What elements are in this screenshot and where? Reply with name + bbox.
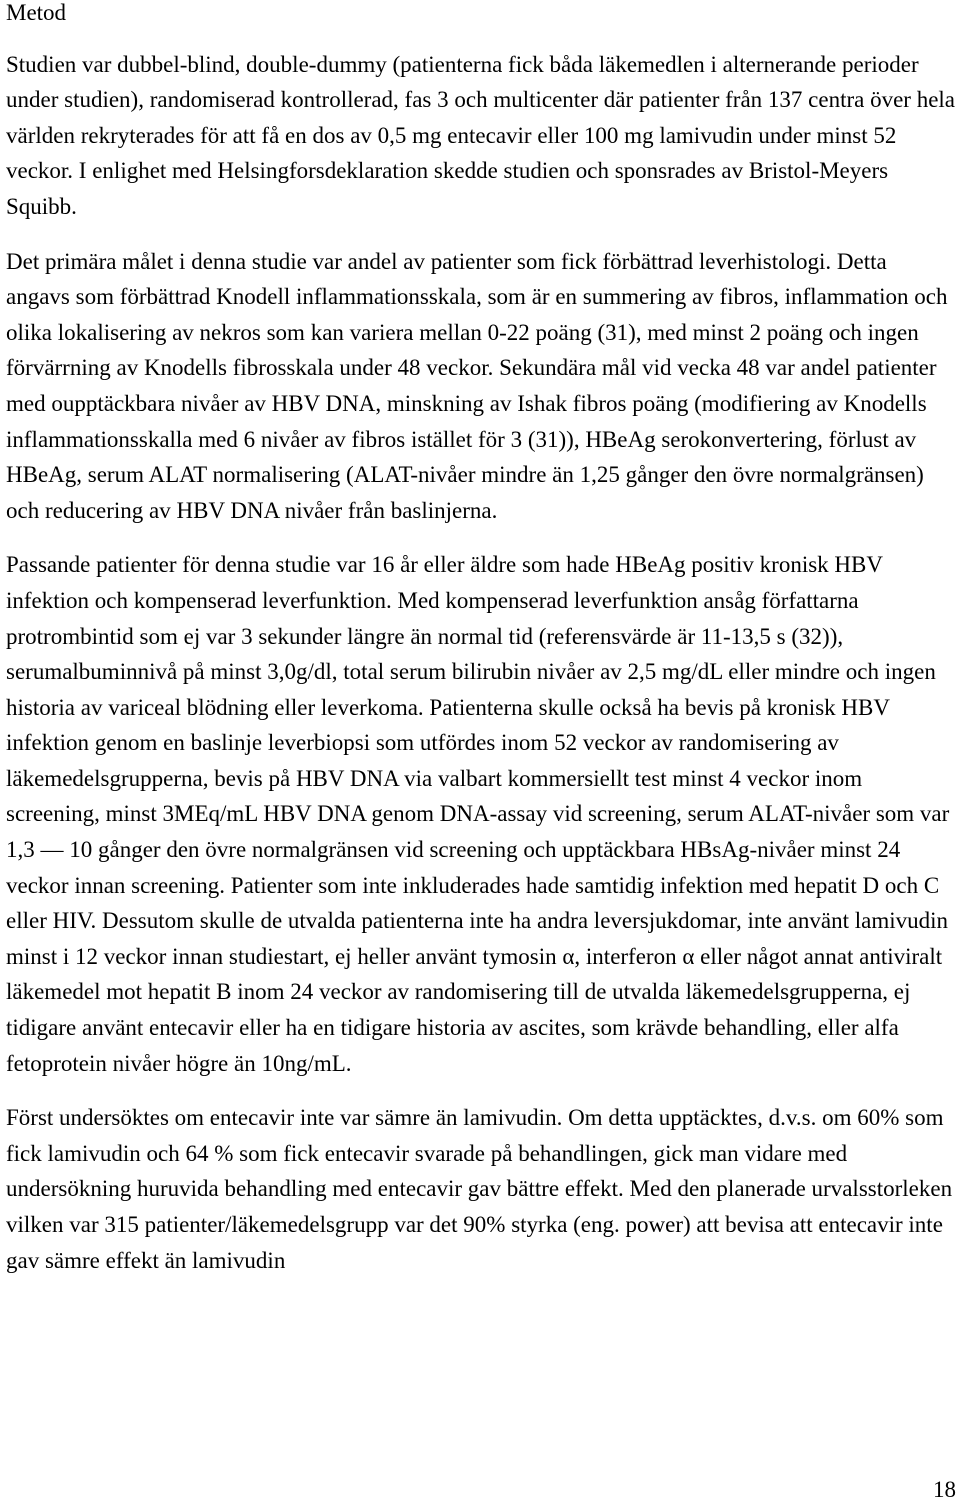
page-number: 18 <box>933 1477 956 1502</box>
paragraph-analysis: Först undersöktes om entecavir inte var sämre än lamivudin. Om detta upptäcktes, d.v.s. om 60% som fick lamivudin och 64 % som fick entecavir svarade på behandlingen, gick man vidare med undersökning huruvida behandling med entecavir gav bättre effekt. Med den planerade urvalsstorleken vilken var 315 patienter/läkemedelsgrupp var det 90% styrka (eng. power) att bevisa att entecavir inte gav sämre effekt än lamivudin <box>6 1105 953 1273</box>
document-page <box>6 0 956 1297</box>
section-heading: Metod <box>6 0 67 25</box>
paragraph-study-design: Studien var dubbel-blind, double-dummy (patienterna fick båda läkemedlen i alternerande perioder under studien), randomiserad kontrollerad, fas 3 och multicenter där patienter från 137 centra över hela världen rekryterades för att få en dos av 0,5 mg entecavir eller 100 mg lamivudin under minst 52 veckor. I enlighet med Helsingforsdeklaration skedde studien och sponsrades av Bristol-Meyers Squibb. <box>6 51 956 219</box>
paragraph-inclusion-criteria: Passande patienter för denna studie var 16 år eller äldre som hade HBeAg positiv kronisk HBV infektion och kompenserad leverfunktion. Med kompenserad leverfunktion ansåg författarna protrombintid som ej var 3 sekunder längre än normal tid (referensvärde är 11-13,5 s (32)), serumalbuminnivå på minst 3,0g/dl, total serum bilirubin nivåer av 2,5 mg/dL eller mindre och ingen historia av variceal blödning eller leverkoma. Patienterna skulle också ha bevis på kronisk HBV infektion genom en baslinje leverbiopsi som utfördes inom 52 veckor av randomisering av läkemedelsgrupperna, bevis på HBV DNA via valbart kommersiellt test minst 4 veckor inom screening, minst 3MEq/mL HBV DNA genom DNA-assay vid screening, serum ALAT-nivåer som var 1,3 — 10 gånger den övre normalgränsen vid screening och upptäckbara HBsAg-nivåer minst 24 veckor innan screening. Patienter som inte inkluderades hade samtidig infektion med hepatit D och C eller HIV. Dessutom skulle de utvalda patienterna inte ha andra leversjukdomar, inte använt lamivudin minst i 12 veckor innan studiestart, ej heller använt tymosin α, interferon α eller något annat antiviralt läkemedel mot hepatit B inom 24 veckor av randomisering till de utvalda läkemedelsgrupperna, ej tidigare använt entecavir eller ha en tidigare historia av ascites, som krävde behandling, eller alfa fetoprotein nivåer högre än 10ng/mL. <box>6 552 950 1076</box>
paragraph-primary-goal: Det primära målet i denna studie var andel av patienter som fick förbättrad leverhistologi. Detta angavs som förbättrad Knodell inflammationsskala, som är en summering av fibros, inflammation och olika lokalisering av nekros som kan variera mellan 0-22 poäng (31), med minst 2 poäng och ingen förvärrning av Knodells fibrosskala under 48 veckor. Sekundära mål vid vecka 48 var andel patienter med oupptäckbara nivåer av HBV DNA, minskning av Ishak fibros poäng (modifiering av Knodells inflammationsskalla med 6 nivåer av fibros istället för 3 (31)), HBeAg serokonvertering, förlust av HBeAg, serum ALAT normalisering (ALAT-nivåer mindre än 1,25 gånger den övre normalgränsen) och reducering av HBV DNA nivåer från baslinjerna. <box>6 248 948 523</box>
